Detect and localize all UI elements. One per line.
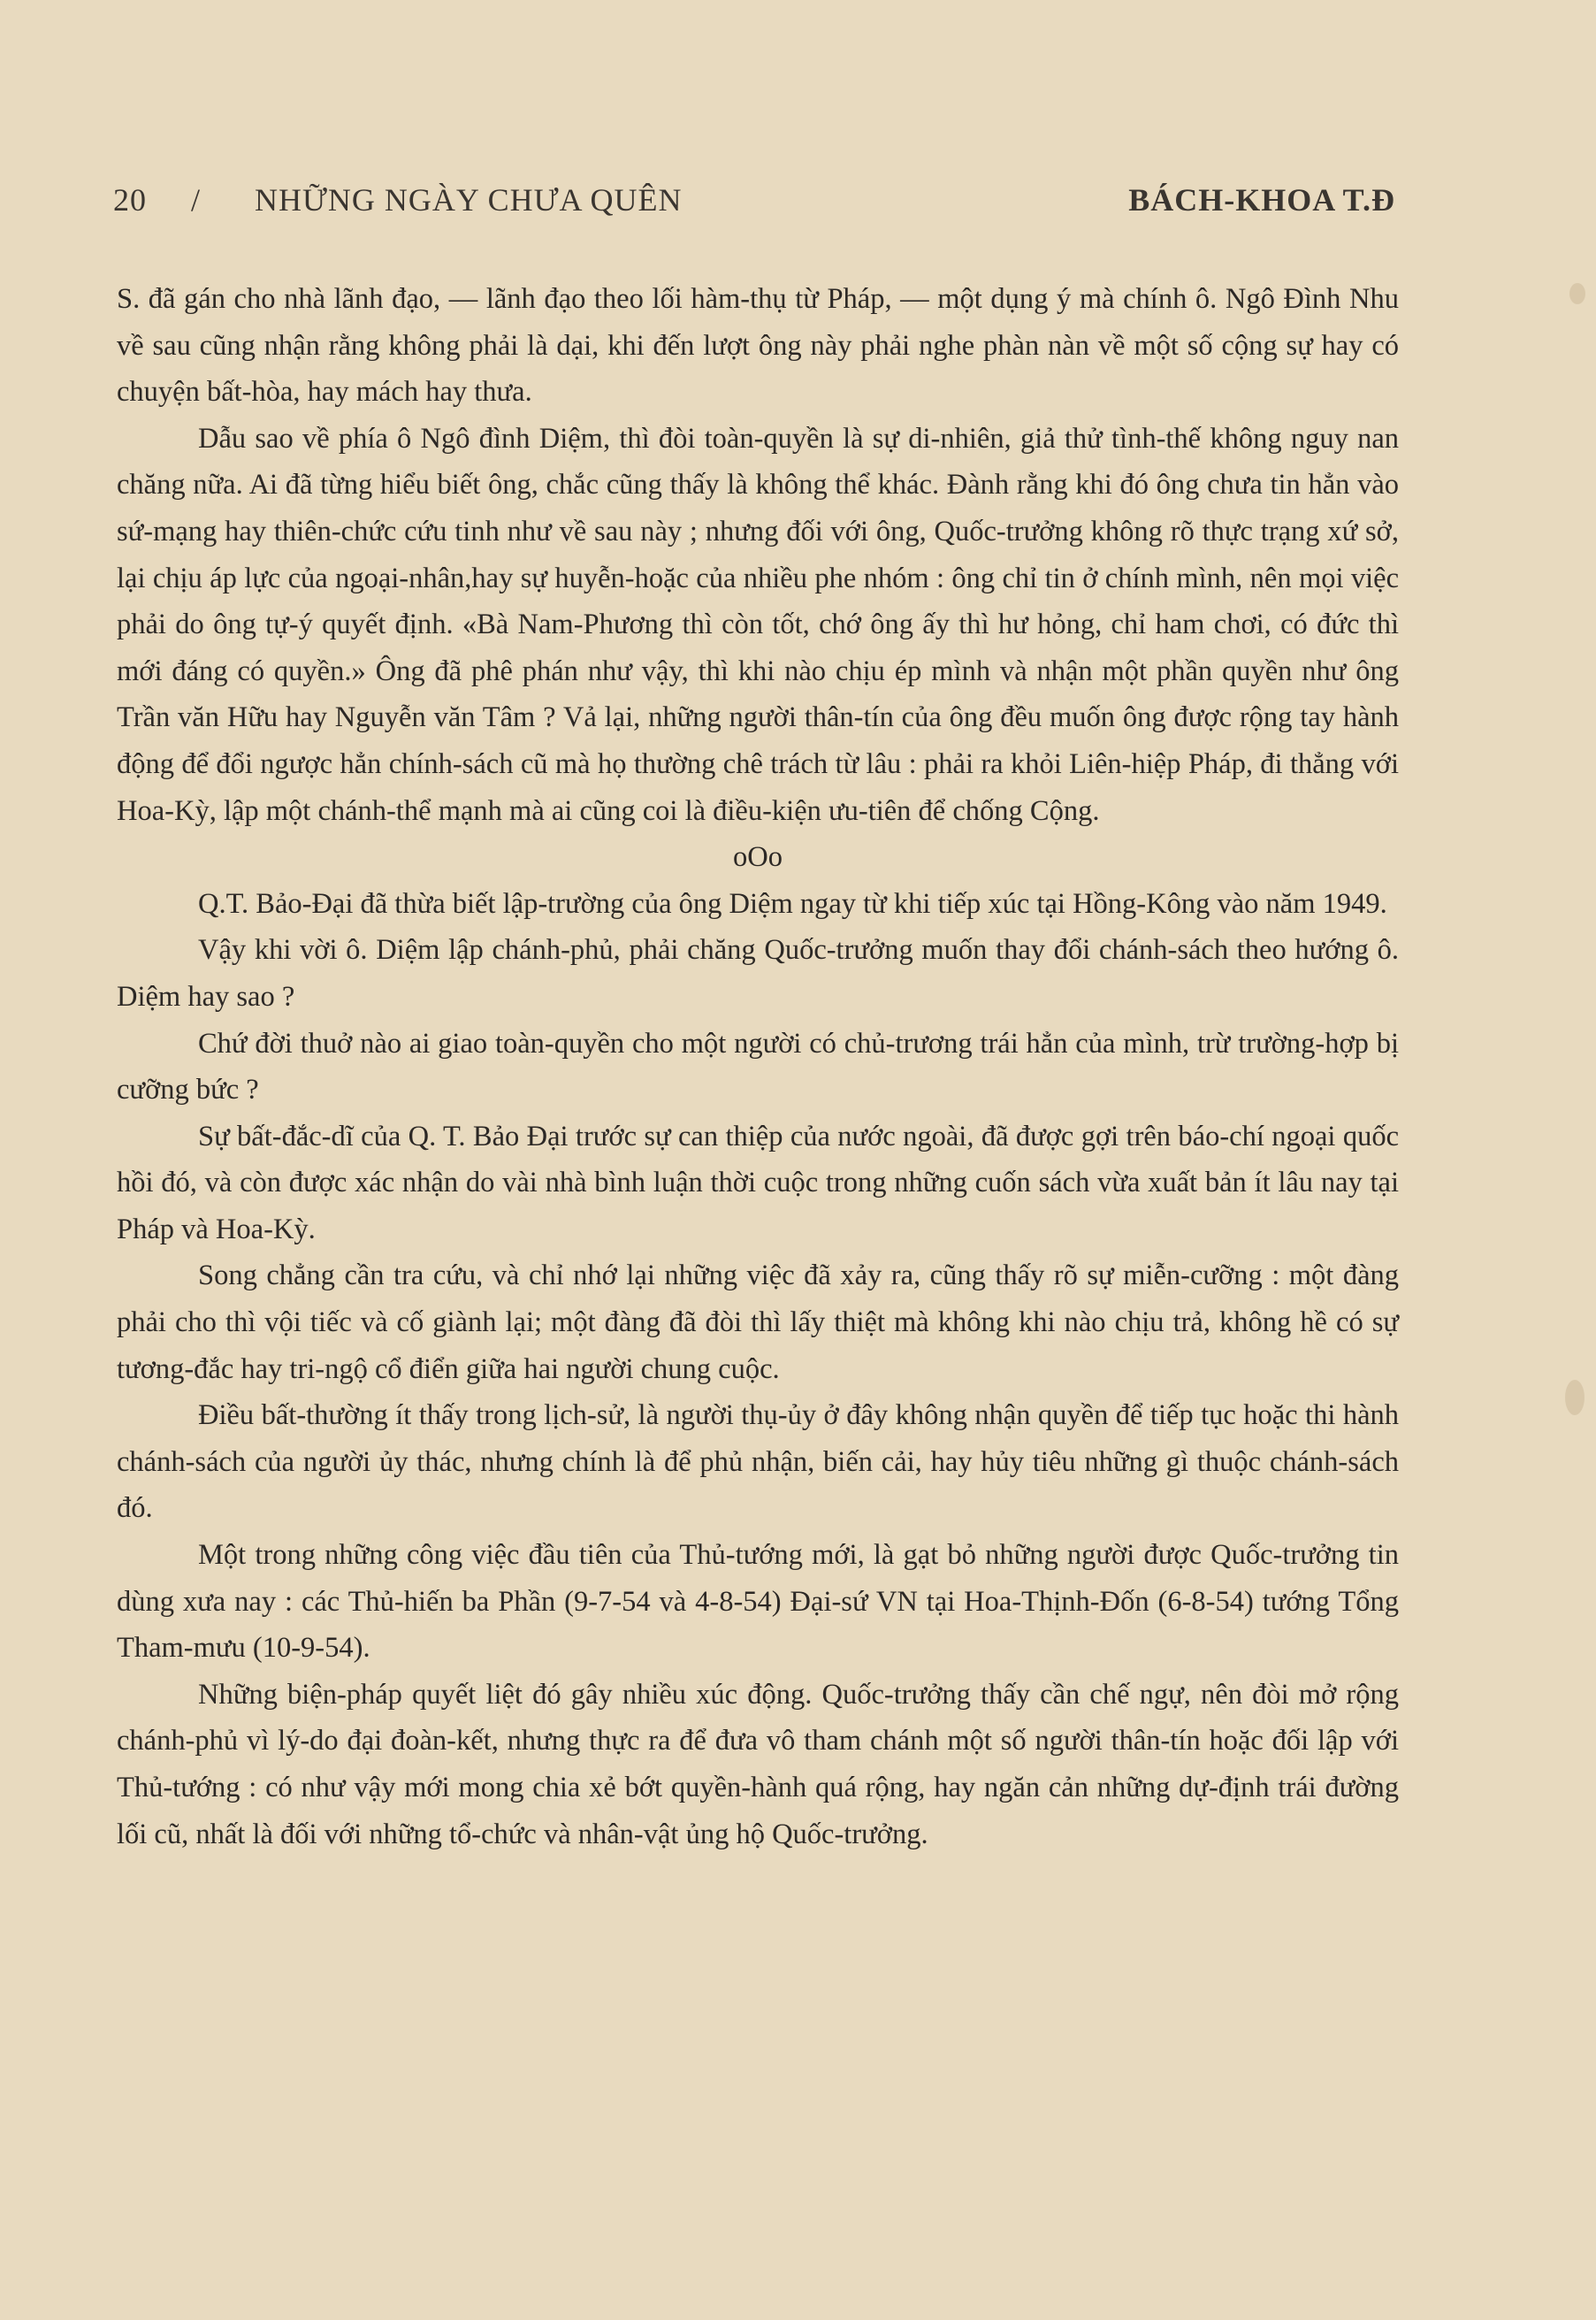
paragraph: Dẫu sao về phía ô Ngô đình Diệm, thì đòi toàn-quyền là sự di-nhiên, giả thử tình-thế không nguy nan chăng nữa. Ai đã từng hiểu biết ông, chắc cũng thấy là không thể khác. Đành rằng khi đó ông chưa tin hẳn vào sứ-mạng hay thiên-chức cứu tinh như về sau này ; nhưng đối với ông, Quốc-trưởng không rõ thực trạng xứ sở, lại chịu áp lực của ngoại-nhân,hay sự huyễn-hoặc của nhiều phe nhóm : ông chỉ tin ở chính mình, nên mọi việc phải do ông tự-ý quyết định. «Bà Nam-Phương thì còn tốt, chớ ông ấy thì hư hỏng, chỉ ham chơi, có đức thì mới đáng có quyền.» Ông đã phê phán như vậy, thì khi nào chịu ép mình và nhận một phần quyền như ông Trần văn Hữu hay Nguyễn văn Tâm ? Vả lại, những người thân-tín của ông đều muốn ông được rộng tay hành động để đổi ngược hẳn chính-sách cũ mà họ thường chê trách từ lâu : phải ra khỏi Liên-hiệp Pháp, đi thẳng với Hoa-Kỳ, lập một chánh-thể mạnh mà ai cũng coi là điều-kiện ưu-tiên để chống Cộng. — [117, 422, 1399, 827]
paragraph: Một trong những công việc đầu tiên của Thủ-tướng mới, là gạt bỏ những người được Quốc-trưởng tin dùng xưa nay : các Thủ-hiến ba Phần (9-7-54 và 4-8-54) Đại-sứ VN tại Hoa-Thịnh-Đốn (6-8-54) tướng Tổng Tham-mưu (10-9-54). — [117, 1539, 1399, 1665]
paragraph: S. đã gán cho nhà lãnh đạo, — lãnh đạo theo lối hàm-thụ từ Pháp, — một dụng ý mà chính ô. Ngô Đình Nhu về sau cũng nhận rằng không phải là dại, khi đến lượt ông này phải nghe phàn nàn về một số cộng sự hay có chuyện bất-hòa, hay mách hay thưa. — [117, 283, 1399, 409]
paragraph: Điều bất-thường ít thấy trong lịch-sử, là người thụ-ủy ở đây không nhận quyền để tiếp tục hoặc thi hành chánh-sách của người ủy thác, nhưng chính là để phủ nhận, biến cải, hay hủy tiêu những gì thuộc chánh-sách đó. — [117, 1399, 1399, 1525]
paragraph: Q.T. Bảo-Đại đã thừa biết lập-trường của ông Diệm ngay từ khi tiếp xúc tại Hồng-Kông vào năm 1949. — [198, 887, 1387, 920]
stain-mark — [1565, 1380, 1585, 1415]
page-number: 20 — [113, 182, 147, 218]
book-title: NHỮNG NGÀY CHƯA QUÊN — [255, 182, 683, 218]
paragraph: Những biện-pháp quyết liệt đó gây nhiều xúc động. Quốc-trưởng thấy cần chế ngự, nên đòi mở rộng chánh-phủ vì lý-do đại đoàn-kết, nhưng thực ra để đưa vô tham chánh một số người thân-tín hoặc đối lập với Thủ-tướng : có như vậy mới mong chia xẻ bớt quyền-hành quá rộng, hay ngăn cản những dự-định trái đường lối cũ, nhất là đối với những tổ-chức và nhân-vật ủng hộ Quốc-trưởng. — [117, 1678, 1399, 1850]
section-separator: oOo — [733, 841, 783, 874]
paragraph: Song chẳng cần tra cứu, và chỉ nhớ lại những việc đã xảy ra, cũng thấy rõ sự miễn-cưỡng : một đàng phải cho thì vội tiếc và cố giành lại; một đàng đã đòi thì lấy thiệt mà không khi nào chịu trả, không hề có sự tương-đắc hay tri-ngộ cổ điển giữa hai người chung cuộc. — [117, 1260, 1399, 1385]
paragraph: Sự bất-đắc-dĩ của Q. T. Bảo Đại trước sự can thiệp của nước ngoài, đã được gợi trên báo-chí ngoại quốc hồi đó, và còn được xác nhận do vài nhà bình luận thời cuộc trong những cuốn sách vừa xuất bản ít lâu nay tại Pháp và Hoa-Kỳ. — [117, 1120, 1399, 1245]
running-header — [113, 181, 1395, 226]
body-text — [117, 276, 1399, 1857]
header-slash: / — [191, 182, 202, 218]
paragraph: Chứ đời thuở nào ai giao toàn-quyền cho một người có chủ-trương trái hẳn của mình, trừ trường-hợp bị cưỡng bức ? — [117, 1027, 1399, 1106]
stain-mark — [1569, 283, 1585, 304]
magazine-name: BÁCH-KHOA T.Đ — [1128, 182, 1395, 218]
paragraph: Vậy khi vời ô. Diệm lập chánh-phủ, phải chăng Quốc-trưởng muốn thay đổi chánh-sách theo hướng ô. Diệm hay sao ? — [117, 934, 1399, 1013]
